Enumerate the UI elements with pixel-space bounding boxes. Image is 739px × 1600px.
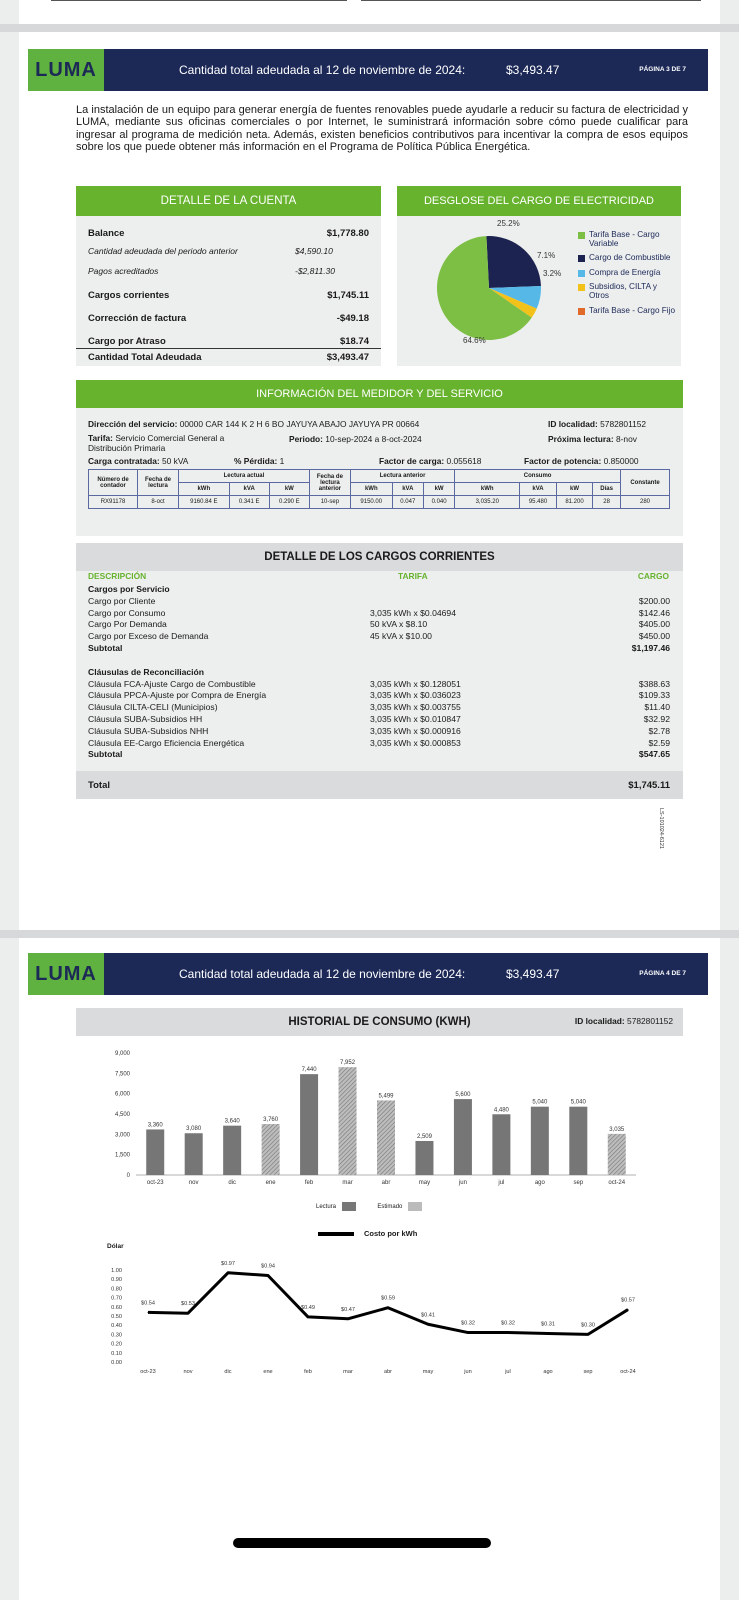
- u-ckw: kW: [556, 483, 593, 496]
- reconciliation-item-desc: Cláusula CILTA-CELI (Municipios): [88, 702, 218, 713]
- load-value: 50 kVA: [162, 456, 189, 466]
- bar: [146, 1129, 164, 1175]
- history-location-label: ID localidad:: [574, 1016, 625, 1026]
- legend-swatch: [578, 255, 585, 262]
- x-tick-label: sep: [583, 1369, 593, 1375]
- r-kw: 0.290 E: [269, 496, 309, 509]
- y-tick-label: 0.00: [111, 1360, 122, 1366]
- cost-point: [188, 1313, 189, 1314]
- bar: [569, 1107, 587, 1175]
- page-header: [28, 49, 708, 91]
- reconciliation-item-rate: 3,035 kWh x $0.003755: [370, 702, 461, 713]
- x-tick-label: feb: [304, 1180, 314, 1186]
- loss-value: 1: [279, 456, 285, 466]
- loss-label: % Pérdida:: [234, 456, 278, 466]
- reconciliation-item-row: [88, 726, 670, 738]
- reconciliation-item-desc: Cláusula SUBA-Subsidios NHH: [88, 725, 209, 736]
- r-ckwh: 3,035.20: [455, 496, 520, 509]
- x-tick-label: abr: [381, 1180, 391, 1186]
- u-pkw: kW: [423, 483, 454, 496]
- reconciliation-item-charge: $109.33: [638, 690, 670, 701]
- charges-total-label: Total: [88, 780, 110, 791]
- bar: [454, 1099, 472, 1175]
- x-tick-label: dic: [224, 1369, 232, 1375]
- y-tick-label: 0.20: [111, 1341, 122, 1348]
- r-ckva: 95.480: [520, 496, 557, 509]
- bar: [300, 1074, 318, 1175]
- payments-label: Pagos acreditados: [88, 266, 159, 276]
- x-tick-label: ene: [265, 1180, 276, 1186]
- reconciliation-item-rate: 3,035 kWh x $0.000853: [370, 737, 461, 748]
- cost-value-label: $0.31: [541, 1321, 555, 1328]
- pie-slice-label: 25.2%: [497, 219, 520, 228]
- legend-item: [578, 269, 678, 278]
- balance-label: Balance: [88, 228, 125, 239]
- x-tick-label: jul: [505, 1369, 511, 1375]
- service-item-charge: $142.46: [638, 607, 670, 618]
- history-location-value: 5782801152: [627, 1016, 673, 1026]
- history-legend: [316, 1202, 426, 1211]
- reconciliation-item-rate: 3,035 kWh x $0.036023: [370, 690, 461, 701]
- bar: [339, 1067, 357, 1175]
- bar-value-label: 5,600: [455, 1092, 471, 1099]
- payments-row: [88, 266, 369, 276]
- reconciliation-item-charge: $32.92: [643, 713, 670, 724]
- subtotal-1-value: $1,197.46: [631, 642, 670, 653]
- cost-value-label: $0.53: [181, 1301, 195, 1308]
- page-divider-2: [0, 930, 739, 938]
- charges-total-value: $1,745.11: [628, 780, 670, 791]
- r-const: 280: [621, 496, 670, 509]
- cost-point: [428, 1324, 429, 1325]
- reconciliation-item-rate: 3,035 kWh x $0.010847: [370, 713, 461, 724]
- legend-est-label: Estimado: [377, 1204, 403, 1211]
- legend-swatch: [578, 308, 585, 315]
- service-item-rate: 45 kVA x $10.00: [370, 631, 432, 642]
- meter-header-row: [89, 470, 670, 483]
- current-value: $1,745.11: [327, 290, 369, 301]
- r-date: 8-oct: [138, 496, 179, 509]
- reconciliation-item-charge: $2.59: [648, 737, 670, 748]
- cost-legend-line: [318, 1232, 354, 1236]
- bar: [377, 1100, 395, 1175]
- r-meter: RX91178: [89, 496, 138, 509]
- legend-label: Cargo de Combustible: [589, 253, 671, 263]
- cost-title: Costo por kWh: [364, 1229, 418, 1238]
- bar: [185, 1133, 203, 1175]
- service-item-charge: $450.00: [638, 631, 670, 642]
- cost-point: [348, 1318, 349, 1319]
- u-kwh: kWh: [179, 483, 230, 496]
- legend-item: [578, 283, 678, 300]
- x-tick-label: nov: [188, 1180, 199, 1186]
- x-tick-label: ene: [263, 1369, 273, 1375]
- cost-point: [228, 1272, 229, 1273]
- bar: [262, 1124, 280, 1175]
- page-number-4: PÁGINA 4 DE 7: [639, 970, 686, 977]
- correction-row: [88, 313, 369, 324]
- section-service: Cargos por Servicio: [88, 584, 170, 594]
- service-item-desc: Cargo Por Demanda: [88, 619, 167, 630]
- y-tick-label: 6,000: [114, 1091, 130, 1098]
- y-tick-label: 0.80: [111, 1286, 122, 1293]
- x-tick-label: ago: [534, 1180, 545, 1186]
- reconciliation-items: [88, 679, 670, 750]
- r-pkw: 0.040: [423, 496, 454, 509]
- reconciliation-item-desc: Cláusula FCA-Ajuste Cargo de Combustible: [88, 678, 256, 689]
- cost-point: [588, 1334, 589, 1335]
- correction-value: -$49.18: [336, 313, 369, 324]
- u-pkva: kVA: [392, 483, 423, 496]
- history-title: HISTORIAL DE CONSUMO (KWH): [288, 1016, 471, 1028]
- load-label: Carga contratada:: [88, 456, 160, 466]
- legend-label: Tarifa Base - Cargo Variable: [589, 230, 660, 248]
- u-kva: kVA: [229, 483, 269, 496]
- pie-slice: [486, 236, 541, 288]
- current-label: Cargos corrientes: [88, 290, 170, 301]
- contracted-load: [88, 456, 188, 466]
- reconciliation-item-row: [88, 679, 670, 691]
- cost-value-label: $0.32: [501, 1320, 515, 1327]
- load-factor: [379, 456, 481, 466]
- reconciliation-item-rate: 3,035 kWh x $0.128051: [370, 678, 461, 689]
- cost-value-label: $0.57: [621, 1297, 635, 1304]
- bar-value-label: 3,640: [224, 1118, 240, 1125]
- x-tick-label: dic: [228, 1180, 236, 1186]
- service-item-charge: $405.00: [638, 619, 670, 630]
- cost-line-chart: [100, 1248, 660, 1378]
- late-label: Cargo por Atraso: [88, 336, 166, 347]
- breakdown-legend: [578, 231, 678, 321]
- x-tick-label: mar: [343, 1369, 353, 1375]
- cost-value-label: $0.94: [261, 1263, 275, 1270]
- service-item-row: [88, 631, 670, 643]
- account-detail-title: DETALLE DE LA CUENTA: [76, 186, 381, 216]
- cost-point: [268, 1275, 269, 1276]
- correction-label: Corrección de factura: [88, 313, 187, 324]
- r-prevdate: 10-sep: [309, 496, 350, 509]
- r-pkwh: 9150.00: [350, 496, 392, 509]
- tariff-value: Servicio Comercial General a Distribución Primaria: [88, 433, 225, 453]
- bar: [492, 1114, 510, 1175]
- y-tick-label: 7,500: [114, 1071, 130, 1078]
- service-item-row: [88, 608, 670, 620]
- next-value: 8-nov: [615, 434, 637, 444]
- y-tick-label: 0.90: [111, 1277, 122, 1284]
- x-tick-label: oct-23: [140, 1369, 156, 1375]
- total-label: Cantidad Total Adeudada: [88, 352, 202, 363]
- service-item-rate: 3,035 kWh x $0.04694: [370, 607, 456, 618]
- cost-point: [148, 1312, 149, 1313]
- bar: [415, 1141, 433, 1175]
- y-tick-label: 0.10: [111, 1350, 122, 1357]
- loss: [234, 456, 284, 466]
- legend-swatch: [578, 284, 585, 291]
- tariff-label: Tarifa:: [88, 433, 113, 443]
- location-label: ID localidad:: [548, 419, 598, 429]
- subtotal-2: [88, 749, 670, 761]
- h-date: Fecha de lectura: [138, 470, 179, 496]
- amount-due-4: $3,493.47: [506, 967, 560, 981]
- reconciliation-item-charge: $2.78: [648, 725, 670, 736]
- x-tick-label: oct-23: [146, 1180, 164, 1186]
- x-tick-label: ago: [543, 1369, 553, 1375]
- loadfactor-label: Factor de carga:: [379, 456, 445, 466]
- location-id: [548, 419, 646, 429]
- bar-value-label: 2,509: [416, 1133, 432, 1140]
- y-tick-label: 0.30: [111, 1332, 122, 1339]
- bar-value-label: 3,035: [609, 1126, 625, 1133]
- meter-table: [88, 469, 670, 509]
- side-code: LS-101024-6121: [658, 808, 664, 849]
- next-reading: [548, 434, 637, 444]
- bar-value-label: 5,499: [378, 1093, 394, 1100]
- cost-value-label: $0.54: [141, 1300, 155, 1307]
- account-detail-panel: [76, 186, 381, 366]
- cost-unit: Dólar: [107, 1243, 124, 1250]
- address-value: 00000 CAR 144 K 2 H 6 BO JAYUYA ABAJO JAYUYA PR 00664: [179, 419, 420, 429]
- legend-item: [578, 231, 678, 248]
- bar-value-label: 5,040: [570, 1099, 586, 1106]
- intro-paragraph: La instalación de un equipo para generar energía de fuentes renovables puede ayudarle a reducir su factura de electricidad y LUMA, mediante sus oficinas comerciales o por Internet, le suministrará información sobre cómo puede cualificar para ingresar al programa de medición neta. Además, existen beneficios contributivos para incentivar la compra de esos equipos sobre los que puede obtener más información en el Programa de Política Pública Energética.: [76, 104, 688, 153]
- service-item-charge: $200.00: [638, 595, 670, 606]
- cost-point: [508, 1332, 509, 1333]
- x-tick-label: jul: [498, 1180, 505, 1186]
- legend-label: Tarifa Base - Cargo Fijo: [589, 305, 675, 315]
- bar: [608, 1134, 626, 1175]
- service-address: [88, 419, 419, 429]
- service-item-rate: 50 kVA x $8.10: [370, 619, 428, 630]
- pie-slice-label: 3.2%: [543, 269, 562, 278]
- reconciliation-item-row: [88, 714, 670, 726]
- y-tick-label: 0.60: [111, 1304, 122, 1311]
- r-ckw: 81.200: [556, 496, 593, 509]
- period: [289, 434, 422, 444]
- powerfactor-label: Factor de potencia:: [524, 456, 602, 466]
- legend-label: Subsidios, CILTA y Otros: [589, 282, 657, 300]
- reconciliation-item-charge: $388.63: [638, 678, 670, 689]
- x-tick-label: abr: [383, 1369, 393, 1375]
- u-ckva: kVA: [520, 483, 557, 496]
- prev-label: Cantidad adeudada del periodo anterior: [88, 246, 238, 256]
- x-tick-label: may: [422, 1369, 434, 1375]
- cost-value-label: $0.41: [421, 1312, 435, 1319]
- reconciliation-item-rate: 3,035 kWh x $0.000916: [370, 725, 461, 736]
- h-const: Constante: [621, 470, 670, 496]
- y-tick-label: 0: [126, 1173, 130, 1179]
- reconciliation-item-charge: $11.40: [644, 702, 670, 713]
- pie-slice-label: 64.6%: [463, 336, 486, 345]
- h-current: Lectura actual: [179, 470, 310, 483]
- loadfactor-value: 0.055618: [446, 456, 482, 466]
- subtotal-1-label: Subtotal: [88, 642, 123, 653]
- legend-read-label: Lectura: [316, 1204, 337, 1211]
- cost-value-label: $0.30: [581, 1322, 595, 1329]
- h-cons: Consumo: [455, 470, 621, 483]
- cost-value-label: $0.32: [461, 1320, 475, 1327]
- x-tick-label: jun: [458, 1180, 467, 1186]
- current-row: [88, 290, 369, 301]
- breakdown-panel: [397, 186, 681, 366]
- luma-logo: LUMA: [28, 49, 104, 91]
- reconciliation-item-row: [88, 690, 670, 702]
- r-pkva: 0.047: [392, 496, 423, 509]
- page-header-4: [28, 953, 708, 995]
- u-days: Días: [593, 483, 621, 496]
- legend-item: [578, 254, 678, 263]
- cost-value-label: $0.49: [301, 1304, 315, 1311]
- y-tick-label: 0.40: [111, 1323, 122, 1330]
- x-tick-label: nov: [183, 1369, 193, 1375]
- section-reconciliation: Cláusulas de Reconciliación: [88, 666, 205, 677]
- page-number: PÁGINA 3 DE 7: [639, 66, 686, 73]
- period-label: Periodo:: [289, 434, 323, 444]
- h-prevdate: Fecha de lectura anterior: [309, 470, 350, 496]
- x-tick-label: may: [418, 1180, 431, 1186]
- cost-point: [548, 1333, 549, 1334]
- bar: [531, 1107, 549, 1175]
- h-prev: Lectura anterior: [350, 470, 454, 483]
- legend-est-swatch: [408, 1202, 422, 1211]
- service-item-desc: Cargo por Cliente: [88, 595, 156, 606]
- history-header: [76, 1008, 683, 1036]
- bar-value-label: 3,080: [186, 1126, 202, 1133]
- balance-value: $1,778.80: [326, 228, 369, 239]
- cost-point: [388, 1307, 389, 1308]
- subtotal-1: [88, 643, 670, 655]
- x-tick-label: jun: [464, 1369, 472, 1375]
- location-value: 5782801152: [600, 419, 647, 429]
- reconciliation-item-desc: Cláusula EE-Cargo Eficiencia Energética: [88, 737, 245, 748]
- service-item-row: [88, 596, 670, 608]
- x-tick-label: sep: [573, 1180, 584, 1186]
- tariff: [88, 434, 253, 453]
- u-kw: kW: [269, 483, 309, 496]
- u-pkwh: kWh: [350, 483, 392, 496]
- legend-swatch: [578, 232, 585, 239]
- pie-slice-label: 7.1%: [537, 251, 556, 260]
- amount-due: $3,493.47: [506, 63, 560, 77]
- legend-swatch: [578, 270, 585, 277]
- meter-title: INFORMACIÓN DEL MEDIDOR Y DEL SERVICIO: [76, 380, 683, 408]
- u-ckwh: kWh: [455, 483, 520, 496]
- service-items: [88, 596, 670, 643]
- y-tick-label: 9,000: [114, 1051, 130, 1057]
- bar-value-label: 7,952: [340, 1060, 356, 1067]
- y-tick-label: 0.50: [111, 1314, 122, 1320]
- next-label: Próxima lectura:: [548, 434, 614, 444]
- y-tick-label: 4,500: [114, 1112, 130, 1118]
- h-meter: Número de contador: [89, 470, 138, 496]
- y-tick-label: 3,000: [114, 1132, 130, 1139]
- luma-logo-4: LUMA: [28, 953, 104, 995]
- balance-row: [88, 228, 369, 239]
- x-tick-label: mar: [342, 1180, 353, 1186]
- legend-item: [578, 307, 678, 316]
- late-row: [88, 336, 369, 347]
- power-factor: [524, 456, 639, 466]
- total-value: $3,493.47: [326, 352, 369, 363]
- consumption-bar-chart: [100, 1043, 660, 1193]
- page-divider: [0, 24, 739, 32]
- h-rate: TARIFA: [398, 571, 428, 581]
- cost-value-label: $0.59: [381, 1295, 395, 1302]
- legend-label: Compra de Energía: [589, 267, 661, 277]
- amount-due-label-4: Cantidad total adeudada al 12 de noviembre de 2024:: [179, 967, 466, 981]
- y-tick-label: 0.70: [111, 1295, 122, 1302]
- cost-value-label: $0.97: [221, 1260, 235, 1267]
- h-desc: DESCRIPCIÓN: [88, 571, 147, 581]
- legend-read-swatch: [342, 1202, 356, 1211]
- service-item-desc: Cargo por Consumo: [88, 607, 166, 618]
- total-row: [88, 352, 369, 363]
- payments-value: -$2,811.30: [295, 266, 336, 276]
- breakdown-title: DESGLOSE DEL CARGO DE ELECTRICIDAD: [397, 186, 681, 216]
- cost-value-label: $0.47: [341, 1306, 355, 1313]
- service-item-row: [88, 619, 670, 631]
- subtotal-2-label: Subtotal: [88, 749, 123, 760]
- bar-value-label: 4,480: [493, 1107, 509, 1114]
- home-indicator: [233, 1538, 491, 1548]
- x-tick-label: oct-24: [608, 1180, 626, 1186]
- reconciliation-item-desc: Cláusula SUBA-Subsidios HH: [88, 713, 203, 724]
- reconciliation-item-row: [88, 738, 670, 750]
- subtotal-2-value: $547.65: [638, 749, 670, 760]
- cost-legend: [318, 1229, 417, 1238]
- x-tick-label: feb: [304, 1369, 312, 1375]
- amount-due-label: Cantidad total adeudada al 12 de noviembre de 2024:: [179, 63, 466, 77]
- prev-row: [88, 246, 369, 256]
- charges-title: DETALLE DE LOS CARGOS CORRIENTES: [76, 543, 683, 571]
- bar: [223, 1126, 241, 1175]
- bar-value-label: 5,040: [532, 1099, 548, 1106]
- h-charge: CARGO: [637, 571, 669, 581]
- cost-point: [308, 1316, 309, 1317]
- period-value: 10-sep-2024 a 8-oct-2024: [325, 434, 422, 444]
- late-value: $18.74: [339, 336, 369, 347]
- r-kva: 0.341 E: [229, 496, 269, 509]
- service-item-desc: Cargo por Exceso de Demanda: [88, 631, 209, 642]
- r-days: 28: [593, 496, 621, 509]
- reconciliation-item-desc: Cláusula PPCA-Ajuste por Compra de Energía: [88, 690, 267, 701]
- x-tick-label: oct-24: [620, 1369, 636, 1375]
- address-label: Dirección del servicio:: [88, 419, 178, 429]
- reconciliation-item-row: [88, 702, 670, 714]
- meter-value-row: [89, 496, 670, 509]
- r-kwh: 9160.84 E: [179, 496, 230, 509]
- prev-value: $4,590.10: [295, 246, 333, 256]
- powerfactor-value: 0.850000: [603, 456, 639, 466]
- y-tick-label: 1.00: [111, 1268, 122, 1274]
- cost-point: [628, 1309, 629, 1310]
- y-tick-label: 1,500: [114, 1152, 130, 1159]
- bar-value-label: 7,440: [301, 1067, 317, 1074]
- cost-point: [468, 1332, 469, 1333]
- bar-value-label: 3,360: [147, 1122, 163, 1129]
- service-charges: [88, 584, 670, 761]
- bar-value-label: 3,760: [263, 1117, 279, 1124]
- history-location: [575, 1008, 673, 1034]
- cost-series-line: [148, 1273, 628, 1335]
